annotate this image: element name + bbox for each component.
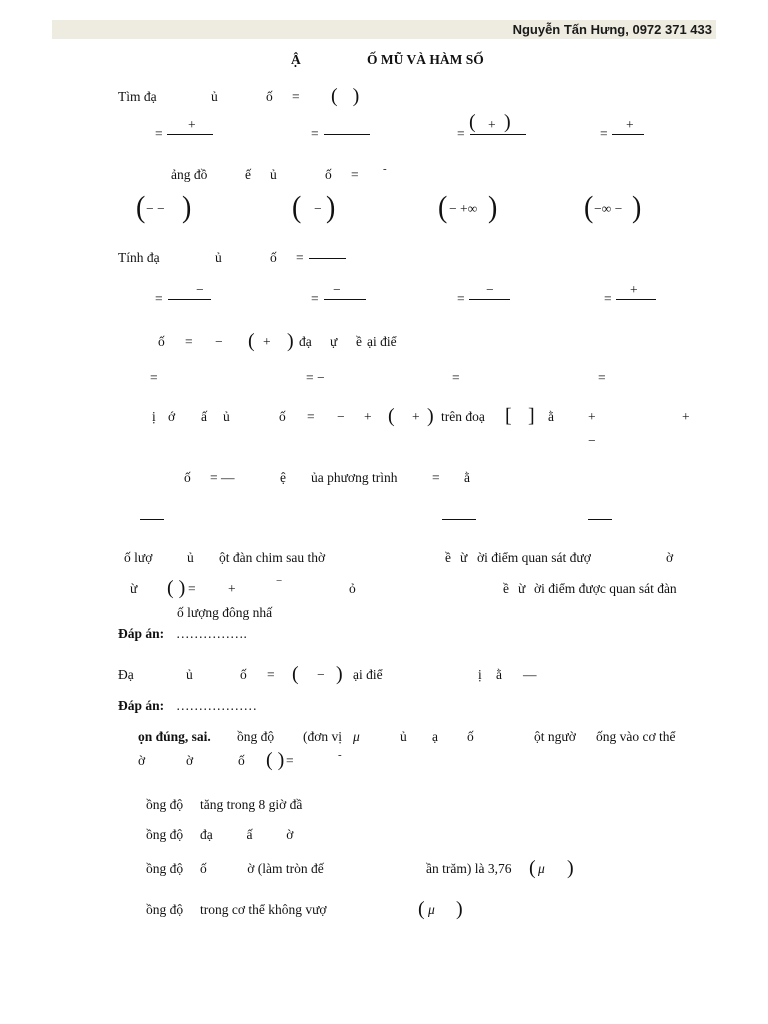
q9-intro-7: ột ngườ [534, 729, 576, 744]
q1-opt-a-fraction-bar [167, 134, 213, 135]
q4-opt-c: = [452, 370, 460, 385]
q4-text-5: đạ [299, 334, 312, 349]
q6-opt-d-bar [588, 519, 612, 520]
q7-answer-field[interactable]: ……………. [176, 626, 247, 641]
q8-text-5: − [317, 667, 325, 682]
q5-text-13: + [682, 409, 690, 424]
q4-paren-l: ( [248, 330, 255, 352]
q7-l2-1: ừ [130, 581, 138, 596]
q7-l1-7: ờ [666, 550, 674, 565]
q2-opt-b: − [314, 201, 322, 216]
q5-text-5: ố [279, 409, 286, 424]
q2-opt-c: − +∞ [449, 201, 478, 216]
q9-intro-8: ống vào cơ thể [596, 729, 676, 744]
q9-statement-b: ồng độ đạ ấ ờ [146, 827, 294, 842]
q6-text-6: ằ [464, 470, 470, 485]
q3-opt-b-num: − [333, 282, 341, 297]
q9-paren: ( ) [266, 749, 285, 771]
q4-text-1: ố [158, 334, 165, 349]
q8-text-4: = [267, 667, 275, 682]
q7-l1-4: ề [445, 550, 451, 565]
q7-paren: ( ) [167, 577, 186, 599]
q9-intro-3: (đơn vị [303, 729, 343, 744]
q9-l2-2: ờ [186, 753, 194, 768]
q5-bracket-r: ] [528, 405, 535, 427]
page-title: Ố MŨ VÀ HÀM SỐ [367, 52, 484, 67]
q1-opt-b-fraction-bar [324, 134, 370, 135]
q5-bracket-l: [ [505, 405, 512, 427]
q5-text-8: + [364, 409, 372, 424]
author-contact: Nguyễn Tấn Hưng, 0972 371 433 [512, 22, 712, 37]
q8-text-3: ố [240, 667, 247, 682]
q7-l2-3: + [228, 581, 236, 596]
page-header [52, 20, 716, 39]
q1-opt-d-num: + [626, 117, 634, 132]
q5-paren-r: ) [427, 405, 434, 427]
q1-opt-c-paren-l: ( [469, 111, 476, 133]
q1-text-3: ố [266, 89, 273, 104]
q6-text-2: = — [210, 470, 235, 485]
q9-l2-4: = [286, 753, 294, 768]
q9-intro-6: ố [467, 729, 474, 744]
q8-answer-label: Đáp án: [118, 698, 165, 713]
q1-opt-c-paren-r: ) [504, 111, 511, 133]
q5-text-3: ấ [201, 409, 207, 424]
q5-paren-l: ( [388, 405, 395, 427]
q2-text-3: ủ [270, 167, 277, 182]
q2-opt-d-paren-r: ) [632, 190, 642, 225]
q4-opt-b: = − [306, 370, 325, 385]
q5-text-6: = [307, 409, 315, 424]
q4-opt-a: = [150, 370, 158, 385]
q9-intro-2: ồng độ [237, 729, 275, 744]
q9-statement-c: ồng độ ố ờ (làm tròn đế [146, 861, 324, 876]
q1-opt-c-num: + [488, 117, 496, 132]
q1-opt-a-eq: = [155, 126, 163, 141]
q9-l2-1: ờ [138, 753, 146, 768]
q3-opt-c-eq: = [457, 291, 465, 306]
q2-opt-b-paren-l: ( [292, 190, 302, 225]
q5-text-9: + [412, 409, 420, 424]
q4-paren-r: ) [287, 330, 294, 352]
q7-l1-5: ừ [460, 550, 468, 565]
q7-l2-6: ề [503, 581, 509, 596]
q8-answer-field[interactable]: ……………… [176, 698, 257, 713]
q3-opt-b-eq: = [311, 291, 319, 306]
q8-paren-l: ( [292, 663, 299, 685]
q2-exponent: - [383, 163, 387, 175]
q9-statement-c-tail: ần trăm) là 3,76 [426, 861, 512, 876]
q5-text-1: ị [152, 409, 156, 424]
q6-text-5: = [432, 470, 440, 485]
q5-text-10: trên đoạ [441, 409, 485, 424]
q4-opt-d: = [598, 370, 606, 385]
q5-minus: − [588, 433, 596, 448]
q7-l2-7: ừ [518, 581, 526, 596]
q8-text-2: ủ [186, 667, 193, 682]
q2-text-4: ố [325, 167, 332, 182]
q3-opt-d-num: + [630, 282, 638, 297]
q9-statement-c-paren-l: ( [529, 857, 536, 879]
q4-text-8: ại điể [367, 334, 397, 349]
q3-fraction-bar [309, 258, 346, 259]
q3-opt-a-eq: = [155, 291, 163, 306]
q3-text-3: ố [270, 250, 277, 265]
title-left: Ậ [291, 52, 301, 67]
q4-text-2: = [185, 334, 193, 349]
q3-opt-d-fraction-bar [616, 299, 656, 300]
q9-l2-3: ố [238, 753, 245, 768]
q9-intro-1: ọn đúng, sai. [138, 729, 211, 744]
q9-statement-c-mu: μ [538, 861, 545, 876]
q2-text-2: ế [245, 167, 251, 182]
q9-statement-d-paren-l: ( [418, 898, 425, 920]
q4-text-6: ự [330, 334, 338, 349]
q3-opt-c-fraction-bar [469, 299, 510, 300]
q5-text-7: − [337, 409, 345, 424]
q3-text-4: = [296, 250, 304, 265]
q2-opt-d-paren-l: ( [584, 190, 594, 225]
q6-text-4: ủa phương trình [311, 470, 398, 485]
q6-text-1: ố [184, 470, 191, 485]
q2-opt-a: − − [146, 201, 165, 216]
q1-opt-b-eq: = [311, 126, 319, 141]
q3-opt-a-num: − [196, 282, 204, 297]
q8-text-9: — [523, 667, 537, 682]
q3-opt-b-fraction-bar [324, 299, 366, 300]
q1-opt-c-eq: = [457, 126, 465, 141]
q1-text-4: = [292, 89, 300, 104]
q1-opt-d-eq: = [600, 126, 608, 141]
q2-opt-c-paren-r: ) [488, 190, 498, 225]
q3-text-2: ủ [215, 250, 222, 265]
q8-paren-r: ) [336, 663, 343, 685]
q7-l2-5: ỏ [349, 581, 356, 596]
q7-l1-6: ời điểm quan sát đượ [477, 550, 591, 565]
q3-opt-a-fraction-bar [168, 299, 211, 300]
q7-l1-3: ột đàn chim sau thờ [219, 550, 326, 565]
q9-intro-5: ạ [432, 729, 438, 744]
q9-statement-d: ồng độ trong cơ thể không vượ [146, 902, 327, 917]
q6-text-3: ệ [280, 470, 286, 485]
q4-text-4: + [263, 334, 271, 349]
q2-text-5: = [351, 167, 359, 182]
q4-text-3: − [215, 334, 223, 349]
q2-opt-b-paren-r: ) [326, 190, 336, 225]
q1-paren: ( ) [331, 85, 360, 107]
q2-opt-a-paren-l: ( [136, 190, 146, 225]
q1-opt-a-num: + [188, 117, 196, 132]
q9-statement-c-paren-r: ) [567, 857, 574, 879]
q5-text-2: ớ [168, 409, 176, 424]
q5-text-12: + [588, 409, 596, 424]
q1-opt-c-fraction-bar [470, 134, 526, 135]
q1-text-1: Tìm đạ [118, 89, 157, 104]
q9-intro-mu: μ [353, 729, 360, 744]
q9-statement-a: ồng độ tăng trong 8 giờ đầ [146, 797, 303, 812]
q3-opt-c-num: − [486, 282, 494, 297]
q7-l1-1: ố lượ [124, 550, 153, 565]
q7-answer-label: Đáp án: [118, 626, 165, 641]
q5-text-4: ủ [223, 409, 230, 424]
q1-opt-d-fraction-bar [612, 134, 644, 135]
q2-opt-c-paren-l: ( [438, 190, 448, 225]
q8-text-6: ại điể [353, 667, 383, 682]
q9-statement-d-mu: μ [428, 902, 435, 917]
q1-text-2: ủ [211, 89, 218, 104]
q2-opt-a-paren-r: ) [182, 190, 192, 225]
q6-opt-a-bar [140, 519, 164, 520]
q2-text-1: ảng đồ [171, 167, 208, 182]
q7-l2-4: − [276, 575, 283, 587]
q6-opt-c-bar [442, 519, 476, 520]
q4-text-7: ề [356, 334, 362, 349]
q7-l3: ố lượng đông nhấ [177, 605, 273, 620]
q7-l1-2: ủ [187, 550, 194, 565]
q2-opt-d: −∞ − [594, 201, 623, 216]
q5-text-11: ằ [548, 409, 554, 424]
q8-text-7: ị [478, 667, 482, 682]
q8-text-8: ằ [496, 667, 502, 682]
q3-opt-d-eq: = [604, 291, 612, 306]
q9-statement-d-paren-r: ) [456, 898, 463, 920]
q7-l2-8: ời điểm được quan sát đàn [534, 581, 677, 596]
q3-text-1: Tính đạ [118, 250, 160, 265]
q9-l2-5: - [338, 749, 342, 761]
q7-l2-2: = [188, 581, 196, 596]
q8-text-1: Đạ [118, 667, 134, 682]
q9-intro-4: ủ [400, 729, 407, 744]
